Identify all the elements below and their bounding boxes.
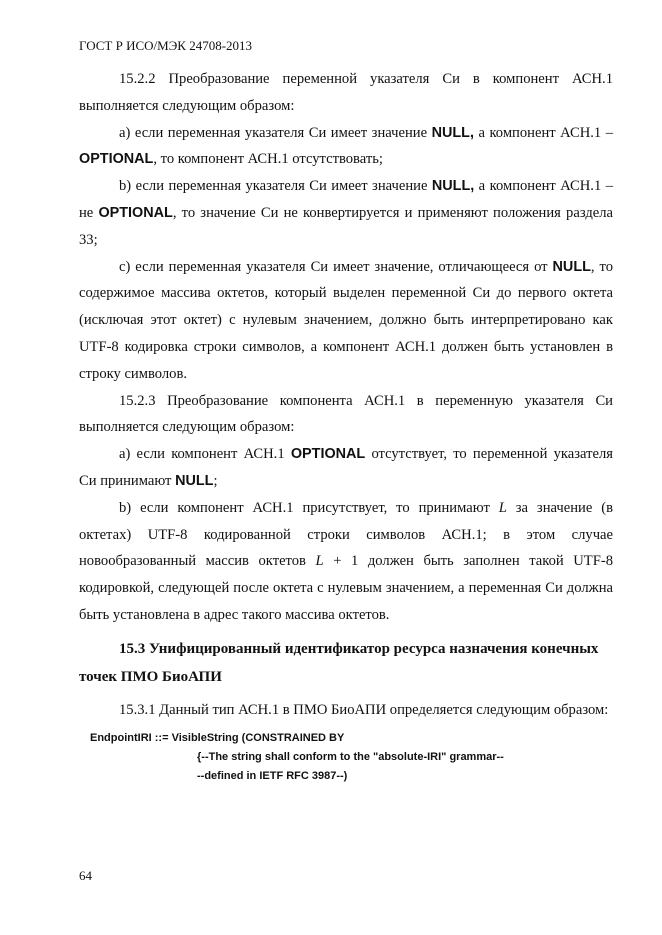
text-run: с) если переменная указателя Си имеет значение, отличающееся от (119, 258, 553, 275)
text-run: а) если компонент АСН.1 (119, 446, 291, 463)
text-run: b) если переменная указателя Си имеет значение (119, 178, 432, 195)
paragraph-item-b2 (79, 495, 613, 629)
text-run: а компонент АСН.1 – не (79, 178, 613, 221)
text-run: ; (213, 472, 218, 489)
variable-l: L (498, 499, 507, 516)
document-header: ГОСТ Р ИСО/МЭК 24708-2013 (79, 38, 253, 53)
code-line: {--The string shall conform to the "absolute-IRI" grammar-- (197, 750, 504, 763)
keyword-null: NULL, (431, 124, 474, 141)
paragraph-15-3-1: 15.3.1 Данный тип АСН.1 в ПМО БиоАПИ определяется следующим образом: (119, 701, 609, 718)
text-run: за значение (в октетах) UTF-8 кодированной строки символов АСН.1; в этом случае новообразованный массив октетов (79, 499, 613, 570)
paragraph-15-2-2: 15.2.2 Преобразование переменной указателя Си в компонент АСН.1 выполняется следующим образом: (79, 71, 613, 114)
paragraph-item-c (79, 254, 613, 388)
text-run: , то содержимое массива октетов, который выделен переменной Си до первого октета (исключая этот октет) с нулевым значением, должно быть интерпретировано как UTF-8 кодировка строки символов, а компонент АСН.1 должен быть установлен в строку символов. (79, 258, 614, 382)
document-body (79, 66, 613, 786)
text-run: отсутствует, то переменной указателя Си принимают (79, 446, 613, 489)
text-run: b) если компонент АСН.1 присутствует, то принимают (119, 499, 499, 516)
code-line: EndpointIRI ::= VisibleString (CONSTRAINED BY (90, 731, 345, 744)
section-heading-15-3: 15.3 Унифицированный идентификатор ресурса назначения конечных точек ПМО БиоАПИ (79, 640, 599, 685)
paragraph-item-b (79, 173, 613, 253)
variable-l: L (315, 553, 324, 570)
keyword-optional: OPTIONAL (290, 446, 366, 463)
text-run: а компонент АСН.1 – (473, 124, 613, 141)
text-run: + 1 должен быть заполнен такой UTF-8 кодировкой, следующей после октета с нулевым значением, а переменная Си должна быть установлена в адрес такого массива октетов. (79, 553, 613, 623)
keyword-optional: OPTIONAL (98, 204, 173, 221)
keyword-null: NULL, (431, 178, 475, 195)
keyword-optional: OPTIONAL (79, 151, 154, 168)
paragraph-15-2-3: 15.2.3 Преобразование компонента АСН.1 в переменную указателя Си выполняется следующим образом: (79, 392, 613, 436)
text-run: , то компонент АСН.1 отсутствовать; (153, 151, 383, 168)
keyword-null: NULL (175, 472, 214, 489)
code-block (79, 729, 613, 786)
keyword-null: NULL (552, 258, 591, 275)
paragraph-item-a (79, 120, 613, 174)
text-run: а) если переменная указателя Си имеет значение (119, 124, 432, 141)
code-line: --defined in IETF RFC 3987--) (197, 769, 348, 782)
page-number: 64 (79, 868, 92, 883)
paragraph-item-a2 (79, 441, 613, 495)
text-run: , то значение Си не конвертируется и применяют положения раздела 33; (79, 204, 613, 248)
